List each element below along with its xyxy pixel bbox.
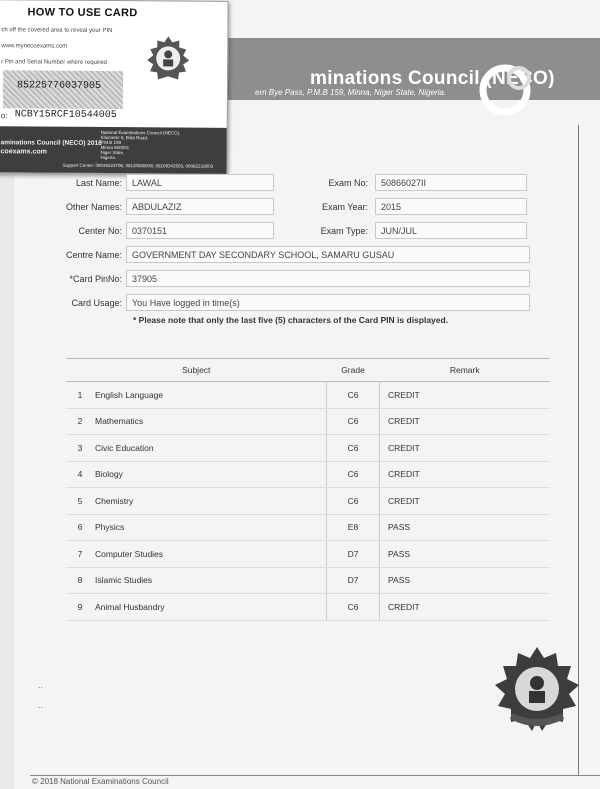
card-address-line: P.M.B 159 — [100, 139, 122, 146]
decorative-rings-icon — [475, 60, 535, 120]
card-footer-url: coexams.com — [0, 148, 47, 156]
table-row — [66, 488, 550, 515]
grade-header: Grade — [327, 359, 380, 382]
table-row — [66, 541, 550, 568]
row-subject: Animal Husbandry — [94, 594, 327, 621]
other-names-field: ABDULAZIZ — [126, 198, 274, 215]
row-grade: C6 — [327, 594, 380, 621]
exam-no-field: 50866027II — [375, 174, 527, 191]
card-footer-org: aminations Council (NECO) 2018 — [0, 139, 102, 147]
centre-no-field: 0370151 — [126, 222, 274, 239]
exam-type-field: JUN/JUL — [375, 222, 527, 239]
scratch-card — [0, 0, 229, 175]
row-subject: Islamic Studies — [94, 567, 327, 594]
row-number: 5 — [66, 488, 94, 515]
centre-name-label: Centre Name: — [65, 250, 122, 260]
pin-note: * Please note that only the last five (5) characters of the Card PIN is displayed. — [133, 315, 449, 325]
table-row — [66, 461, 550, 488]
row-grade: E8 — [327, 514, 380, 541]
card-usage-label: Card Usage: — [71, 298, 122, 308]
page-footer: © 2018 National Examinations Council — [32, 777, 169, 786]
row-grade: D7 — [327, 567, 380, 594]
centre-no-label: Center No: — [78, 226, 122, 236]
other-names-label: Other Names: — [65, 202, 122, 212]
card-support-line: Support Center: 08049223706, 08120808038, 08109342503, 08082218003 — [62, 162, 214, 169]
card-address-line: Minna 920001 — [100, 144, 130, 151]
row-remark: CREDIT — [380, 408, 551, 435]
row-number: 4 — [66, 461, 94, 488]
footer-divider — [30, 775, 600, 776]
exam-no-label: Exam No: — [328, 178, 368, 188]
neco-logo-icon — [143, 34, 193, 82]
row-grade: C6 — [327, 488, 380, 515]
stray-mark: .. — [38, 700, 44, 710]
card-pin-field: 37905 — [126, 270, 530, 287]
row-subject: Computer Studies — [94, 541, 327, 568]
row-number: 7 — [66, 541, 94, 568]
centre-name-field: GOVERNMENT DAY SECONDARY SCHOOL, SAMARU GUSAU — [126, 246, 530, 263]
neco-seal-icon — [492, 645, 582, 735]
row-number: 9 — [66, 594, 94, 621]
row-grade: C6 — [327, 461, 380, 488]
card-title: HOW TO USE CARD — [27, 6, 138, 20]
last-name-label: Last Name: — [75, 178, 122, 188]
row-subject: English Language — [94, 382, 327, 409]
row-grade: D7 — [327, 541, 380, 568]
table-row — [66, 594, 550, 621]
row-remark: PASS — [380, 514, 551, 541]
card-instruction-1: ch off the covered area to reveal your PIN — [1, 27, 113, 35]
exam-type-label: Exam Type: — [320, 226, 368, 236]
row-remark: CREDIT — [380, 435, 551, 462]
card-address-line: Niger State, — [100, 149, 125, 156]
row-remark: CREDIT — [380, 461, 551, 488]
row-grade: C6 — [327, 435, 380, 462]
header-address: ern Bye Pass, P.M.B 159, Minna, Niger State, Nigeria. — [255, 88, 447, 97]
header-banner — [215, 38, 600, 100]
last-name-field: LAWAL — [126, 174, 274, 191]
results-body — [66, 382, 550, 621]
exam-year-field: 2015 — [375, 198, 527, 215]
card-address — [100, 130, 180, 161]
card-serial: NCBY15RCF10544005 — [14, 109, 117, 122]
row-remark: CREDIT — [380, 594, 551, 621]
card-usage-field: You Have logged in time(s) — [126, 294, 530, 311]
row-subject: Biology — [94, 461, 327, 488]
row-number: 3 — [66, 435, 94, 462]
row-grade: C6 — [327, 382, 380, 409]
row-subject: Chemistry — [94, 488, 327, 515]
results-header-row — [66, 359, 550, 382]
exam-year-label: Exam Year: — [321, 202, 368, 212]
row-remark: CREDIT — [380, 382, 551, 409]
card-instruction-2: www.mynecoexams.com — [1, 43, 68, 50]
card-address-line: National Examinations Council (NECO), — [100, 129, 181, 136]
row-number: 6 — [66, 514, 94, 541]
row-grade: C6 — [327, 408, 380, 435]
table-row — [66, 408, 550, 435]
row-subject: Civic Education — [94, 435, 327, 462]
row-number: 1 — [66, 382, 94, 409]
card-pin: 85225776037905 — [16, 80, 102, 92]
row-subject: Mathematics — [94, 408, 327, 435]
results-table — [66, 358, 550, 621]
table-row — [66, 567, 550, 594]
card-instruction-3: r Pin and Serial Number where required — [1, 59, 107, 66]
stray-mark: .. — [38, 680, 44, 690]
table-row — [66, 435, 550, 462]
card-pin-label: *Card PinNo: — [69, 274, 122, 284]
header-title: minations Council (NECO) — [310, 68, 555, 89]
row-subject: Physics — [94, 514, 327, 541]
subject-header: Subject — [66, 359, 327, 382]
card-address-line: Nigeria. — [100, 154, 117, 161]
table-row — [66, 514, 550, 541]
card-serial-label: o: — [0, 111, 8, 121]
row-number: 8 — [66, 567, 94, 594]
card-footer-band — [0, 126, 227, 174]
table-row — [66, 382, 550, 409]
row-remark: CREDIT — [380, 488, 551, 515]
row-remark: PASS — [380, 541, 551, 568]
row-remark: PASS — [380, 567, 551, 594]
card-address-line: Kilometer 8, Bida Road, — [100, 134, 149, 141]
remark-header: Remark — [380, 359, 551, 382]
row-number: 2 — [66, 408, 94, 435]
